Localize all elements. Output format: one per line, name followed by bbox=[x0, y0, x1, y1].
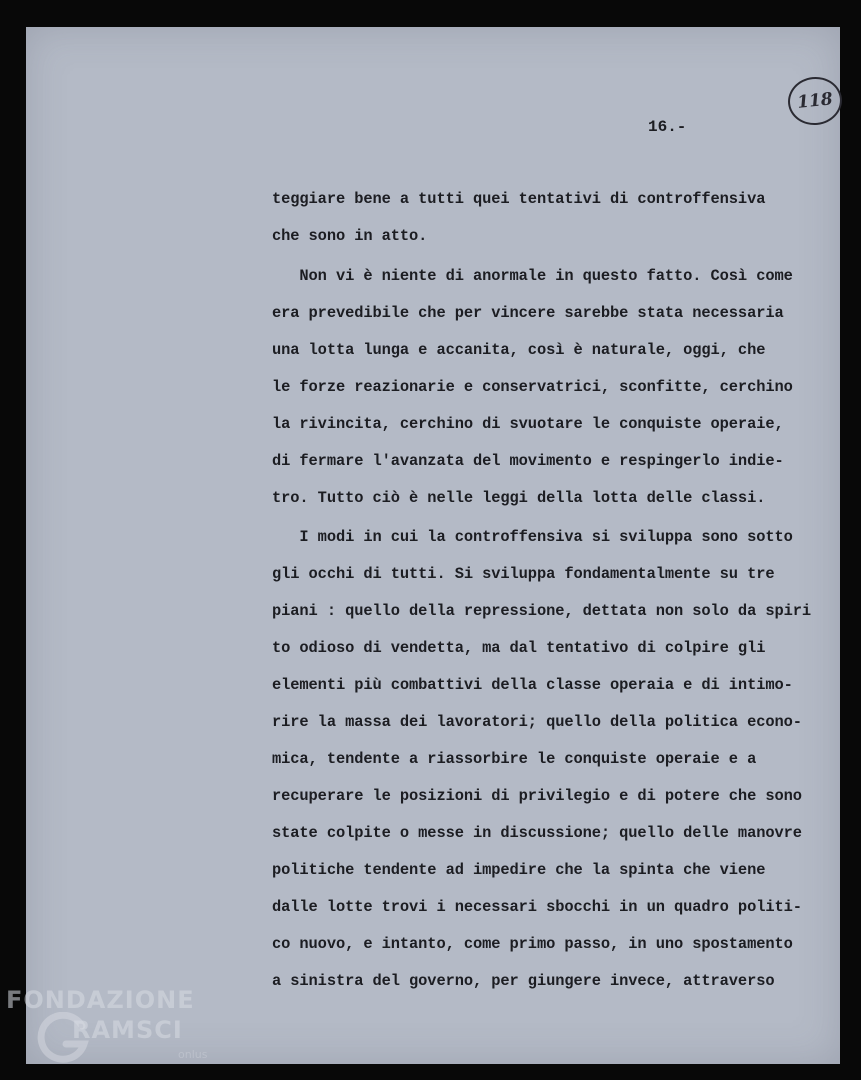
text-line: elementi più combattivi della classe operaia e di intimo- bbox=[272, 676, 793, 694]
text-line: Non vi è niente di anormale in questo fatto. Così come bbox=[272, 267, 793, 285]
text-line: che sono in atto. bbox=[272, 227, 428, 245]
text-line: la rivincita, cerchino di svuotare le conquiste operaie, bbox=[272, 415, 784, 433]
text-line: a sinistra del governo, per giungere invece, attraverso bbox=[272, 972, 775, 990]
text-line: dalle lotte trovi i necessari sbocchi in un quadro politi- bbox=[272, 898, 802, 916]
text-line: state colpite o messe in discussione; quello delle manovre bbox=[272, 824, 802, 842]
text-line: I modi in cui la controffensiva si sviluppa sono sotto bbox=[272, 528, 793, 546]
text-line: recuperare le posizioni di privilegio e di potere che sono bbox=[272, 787, 802, 805]
text-line: mica, tendente a riassorbire le conquiste operaie e a bbox=[272, 750, 757, 768]
watermark-line-1: FONDAZIONE bbox=[6, 986, 195, 1014]
archive-stamp bbox=[786, 74, 845, 127]
text-line: gli occhi di tutti. Si sviluppa fondamentalmente su tre bbox=[272, 565, 775, 583]
text-line: era prevedibile che per vincere sarebbe stata necessaria bbox=[272, 304, 784, 322]
text-line: tro. Tutto ciò è nelle leggi della lotta delle classi. bbox=[272, 489, 766, 507]
page-number: 16.- bbox=[648, 118, 687, 136]
text-line: politiche tendente ad impedire che la spinta che viene bbox=[272, 861, 766, 879]
stamp-number: 118 bbox=[796, 89, 834, 113]
text-line: co nuovo, e intanto, come primo passo, in uno spostamento bbox=[272, 935, 793, 953]
text-line: di fermare l'avanzata del movimento e respingerlo indie- bbox=[272, 452, 784, 470]
text-line: piani : quello della repressione, dettata non solo da spiri bbox=[272, 602, 812, 620]
text-line: le forze reazionarie e conservatrici, sconfitte, cerchino bbox=[272, 378, 793, 396]
fondazione-gramsci-watermark bbox=[6, 986, 216, 1076]
watermark-line-3: onlus bbox=[178, 1048, 208, 1061]
text-line: to odioso di vendetta, ma dal tentativo di colpire gli bbox=[272, 639, 766, 657]
text-line: rire la massa dei lavoratori; quello della politica econo- bbox=[272, 713, 802, 731]
watermark-line-2: RAMSCI bbox=[72, 1016, 183, 1044]
text-line: teggiare bene a tutti quei tentativi di controffensiva bbox=[272, 190, 766, 208]
text-line: una lotta lunga e accanita, così è naturale, oggi, che bbox=[272, 341, 766, 359]
